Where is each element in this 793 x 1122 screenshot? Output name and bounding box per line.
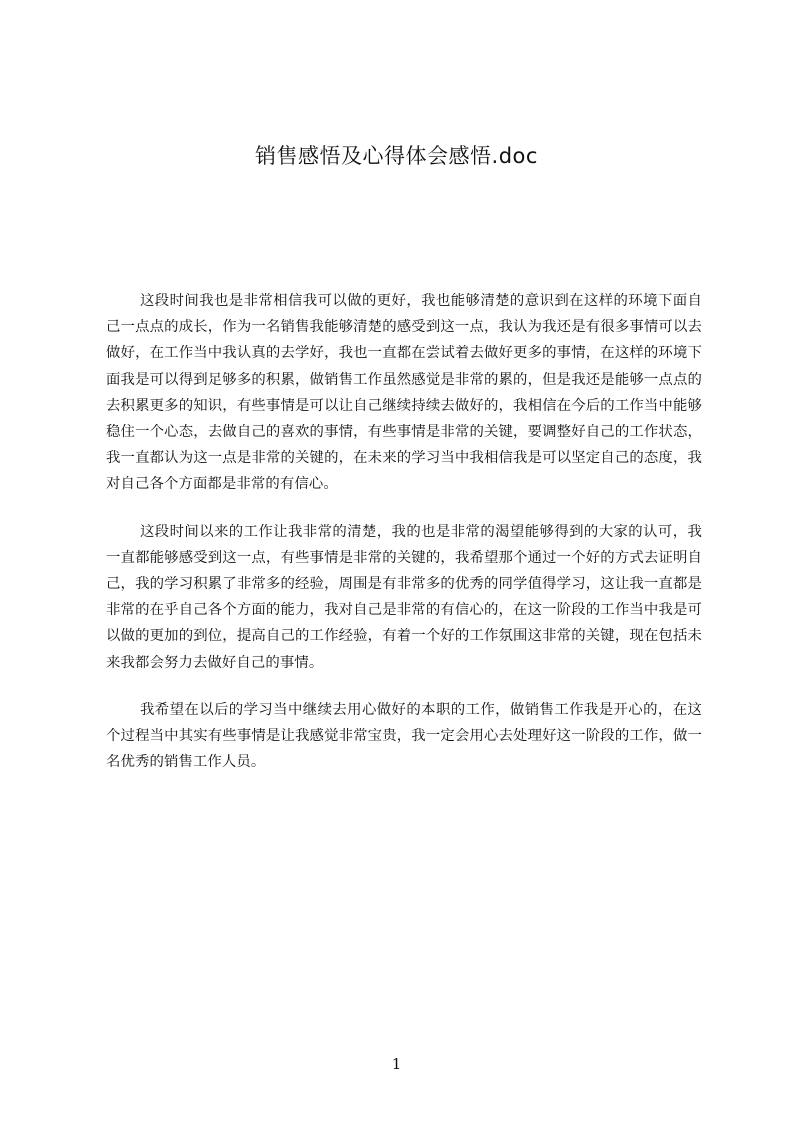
paragraph-3: 我希望在以后的学习当中继续去用心做好的本职的工作，做销售工作我是开心的，在这个过程当中其实有些事情是让我感觉非常宝贵，我一定会用心去处理好这一阶段的工作，做一名优秀的销售工作人员。 bbox=[106, 701, 702, 771]
paragraph-2: 这段时间以来的工作让我非常的清楚，我的也是非常的渴望能够得到的大家的认可，我一直都能够感受到这一点，有些事情是非常的关键的，我希望那个通过一个好的方式去证明自己，我的学习积累了非常多的经验，周围是有非常多的优秀的同学值得学习，这让我一直都是非常的在乎自己各个方面的能力，我对自己是非常的有信心的，在这一阶段的工作当中我是可以做的更加的到位，提高自己的工作经验，有着一个好的工作氛围这非常的关键，现在包括未来我都会努力去做好自己的事情。 bbox=[106, 523, 702, 671]
paragraph-1: 这段时间我也是非常相信我可以做的更好，我也能够清楚的意识到在这样的环境下面自己一点点的成长，作为一名销售我能够清楚的感受到这一点，我认为我还是有很多事情可以去做好，在工作当中我认真的去学好，我也一直都在尝试着去做好更多的事情，在这样的环境下面我是可以得到足够多的积累，做销售工作虽然感觉是非常的累的，但是我还是能够一点点的去积累更多的知识，有些事情是可以让自己继续持续去做好的，我相信在今后的工作当中能够稳住一个心态，去做自己的喜欢的事情，有些事情是非常的关键，要调整好自己的工作状态，我一直都认为这一点是非常的关键的，在未来的学习当中我相信我是可以坚定自己的态度，我对自己各个方面都是非常的有信心。 bbox=[106, 293, 702, 493]
document-body bbox=[106, 288, 702, 796]
document-title: 销售感悟及心得体会感悟.doc bbox=[255, 144, 538, 168]
page-number: 1 bbox=[391, 1055, 402, 1073]
